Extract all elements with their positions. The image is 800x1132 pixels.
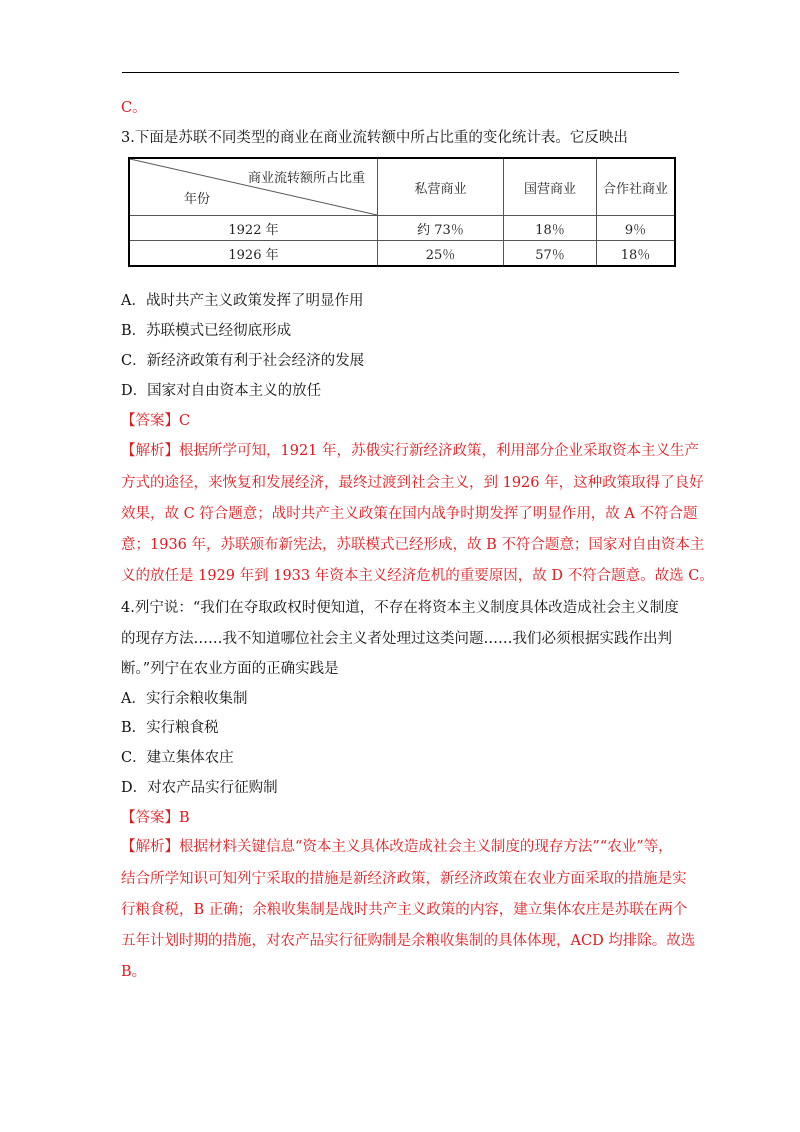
q2-answer-tail: C。 xyxy=(121,100,147,116)
corner-bottom-label: 年份 xyxy=(184,192,211,207)
q3-analysis-line: 效果，故 C 符合题意；战时共产主义政策在国内战争时期发挥了明显作用，故 A 不符合题 xyxy=(121,506,698,522)
table-cell: 18％ xyxy=(504,216,597,241)
q4-option-d: D．对农产品实行征购制 xyxy=(121,780,278,796)
table-row xyxy=(129,241,675,267)
column-header: 合作社商业 xyxy=(597,158,676,216)
q3-option-c: C．新经济政策有利于社会经济的发展 xyxy=(121,353,365,369)
q4-option-c: C．建立集体农庄 xyxy=(121,750,234,766)
table-cell: 9％ xyxy=(597,216,676,241)
q3-answer: 【答案】C xyxy=(121,413,191,429)
table-header-row xyxy=(129,158,675,216)
q4-option-b: B．实行粮食税 xyxy=(121,720,219,736)
q3-stem: 3.下面是苏联不同类型的商业在商业流转额中所占比重的变化统计表。它反映出 xyxy=(121,130,628,146)
q3-option-d: D．国家对自由资本主义的放任 xyxy=(121,383,322,399)
q3-analysis-line: 【解析】根据所学可知，1921 年，苏俄实行新经济政策，利用部分企业采取资本主义生产 xyxy=(121,443,700,459)
header-rule xyxy=(122,72,679,73)
table-cell: 18％ xyxy=(597,241,676,267)
q4-analysis-line: 行粮食税，B 正确；余粮收集制是战时共产主义政策的内容，建立集体农庄是苏联在两个 xyxy=(121,902,688,918)
corner-top-label: 商业流转额所占比重 xyxy=(247,171,365,186)
table-row xyxy=(129,216,675,241)
table-corner-cell xyxy=(129,158,378,216)
q3-option-a: A．战时共产主义政策发挥了明显作用 xyxy=(121,293,364,309)
q3-analysis-line: 意；1936 年，苏联颁布新宪法，苏联模式已经形成，故 B 不符合题意；国家对自由资本主 xyxy=(121,537,705,553)
q4-analysis-line: 【解析】根据材料关键信息“资本主义具体改造成社会主义制度的现存方法”“农业”等， xyxy=(121,839,673,855)
table-cell: 约 73％ xyxy=(378,216,504,241)
q4-answer: 【答案】B xyxy=(121,810,190,826)
q3-option-b: B．苏联模式已经彻底形成 xyxy=(121,323,292,339)
table-cell: 25％ xyxy=(378,241,504,267)
q3-analysis-line: 方式的途径，来恢复和发展经济，最终过渡到社会主义，到 1926 年，这种政策取得了良好 xyxy=(121,475,704,491)
table-cell: 57％ xyxy=(504,241,597,267)
q4-stem-line: 4.列宁说：“我们在夺取政权时便知道，不存在将资本主义制度具体改造成社会主义制度 xyxy=(121,600,679,616)
q4-stem-line: 的现存方法……我不知道哪位社会主义者处理过这类问题……我们必须根据实践作出判 xyxy=(121,631,672,647)
q3-table xyxy=(128,157,676,267)
q4-option-a: A．实行余粮收集制 xyxy=(121,691,248,707)
row-year: 1926 年 xyxy=(129,241,378,267)
q3-analysis-line: 义的放任是 1929 年到 1933 年资本主义经济危机的重要原因，故 D 不符合题意。故选 C。 xyxy=(121,568,714,584)
q4-stem-line: 断。”列宁在农业方面的正确实践是 xyxy=(121,661,339,677)
q4-analysis-line: B。 xyxy=(121,964,147,980)
q4-analysis-line: 五年计划时期的措施，对农产品实行征购制是余粮收集制的具体体现，ACD 均排除。故选 xyxy=(121,933,696,949)
column-header: 私营商业 xyxy=(378,158,504,216)
row-year: 1922 年 xyxy=(129,216,378,241)
q4-analysis-line: 结合所学知识可知列宁采取的措施是新经济政策，新经济政策在农业方面采取的措施是实 xyxy=(121,871,687,887)
column-header: 国营商业 xyxy=(504,158,597,216)
